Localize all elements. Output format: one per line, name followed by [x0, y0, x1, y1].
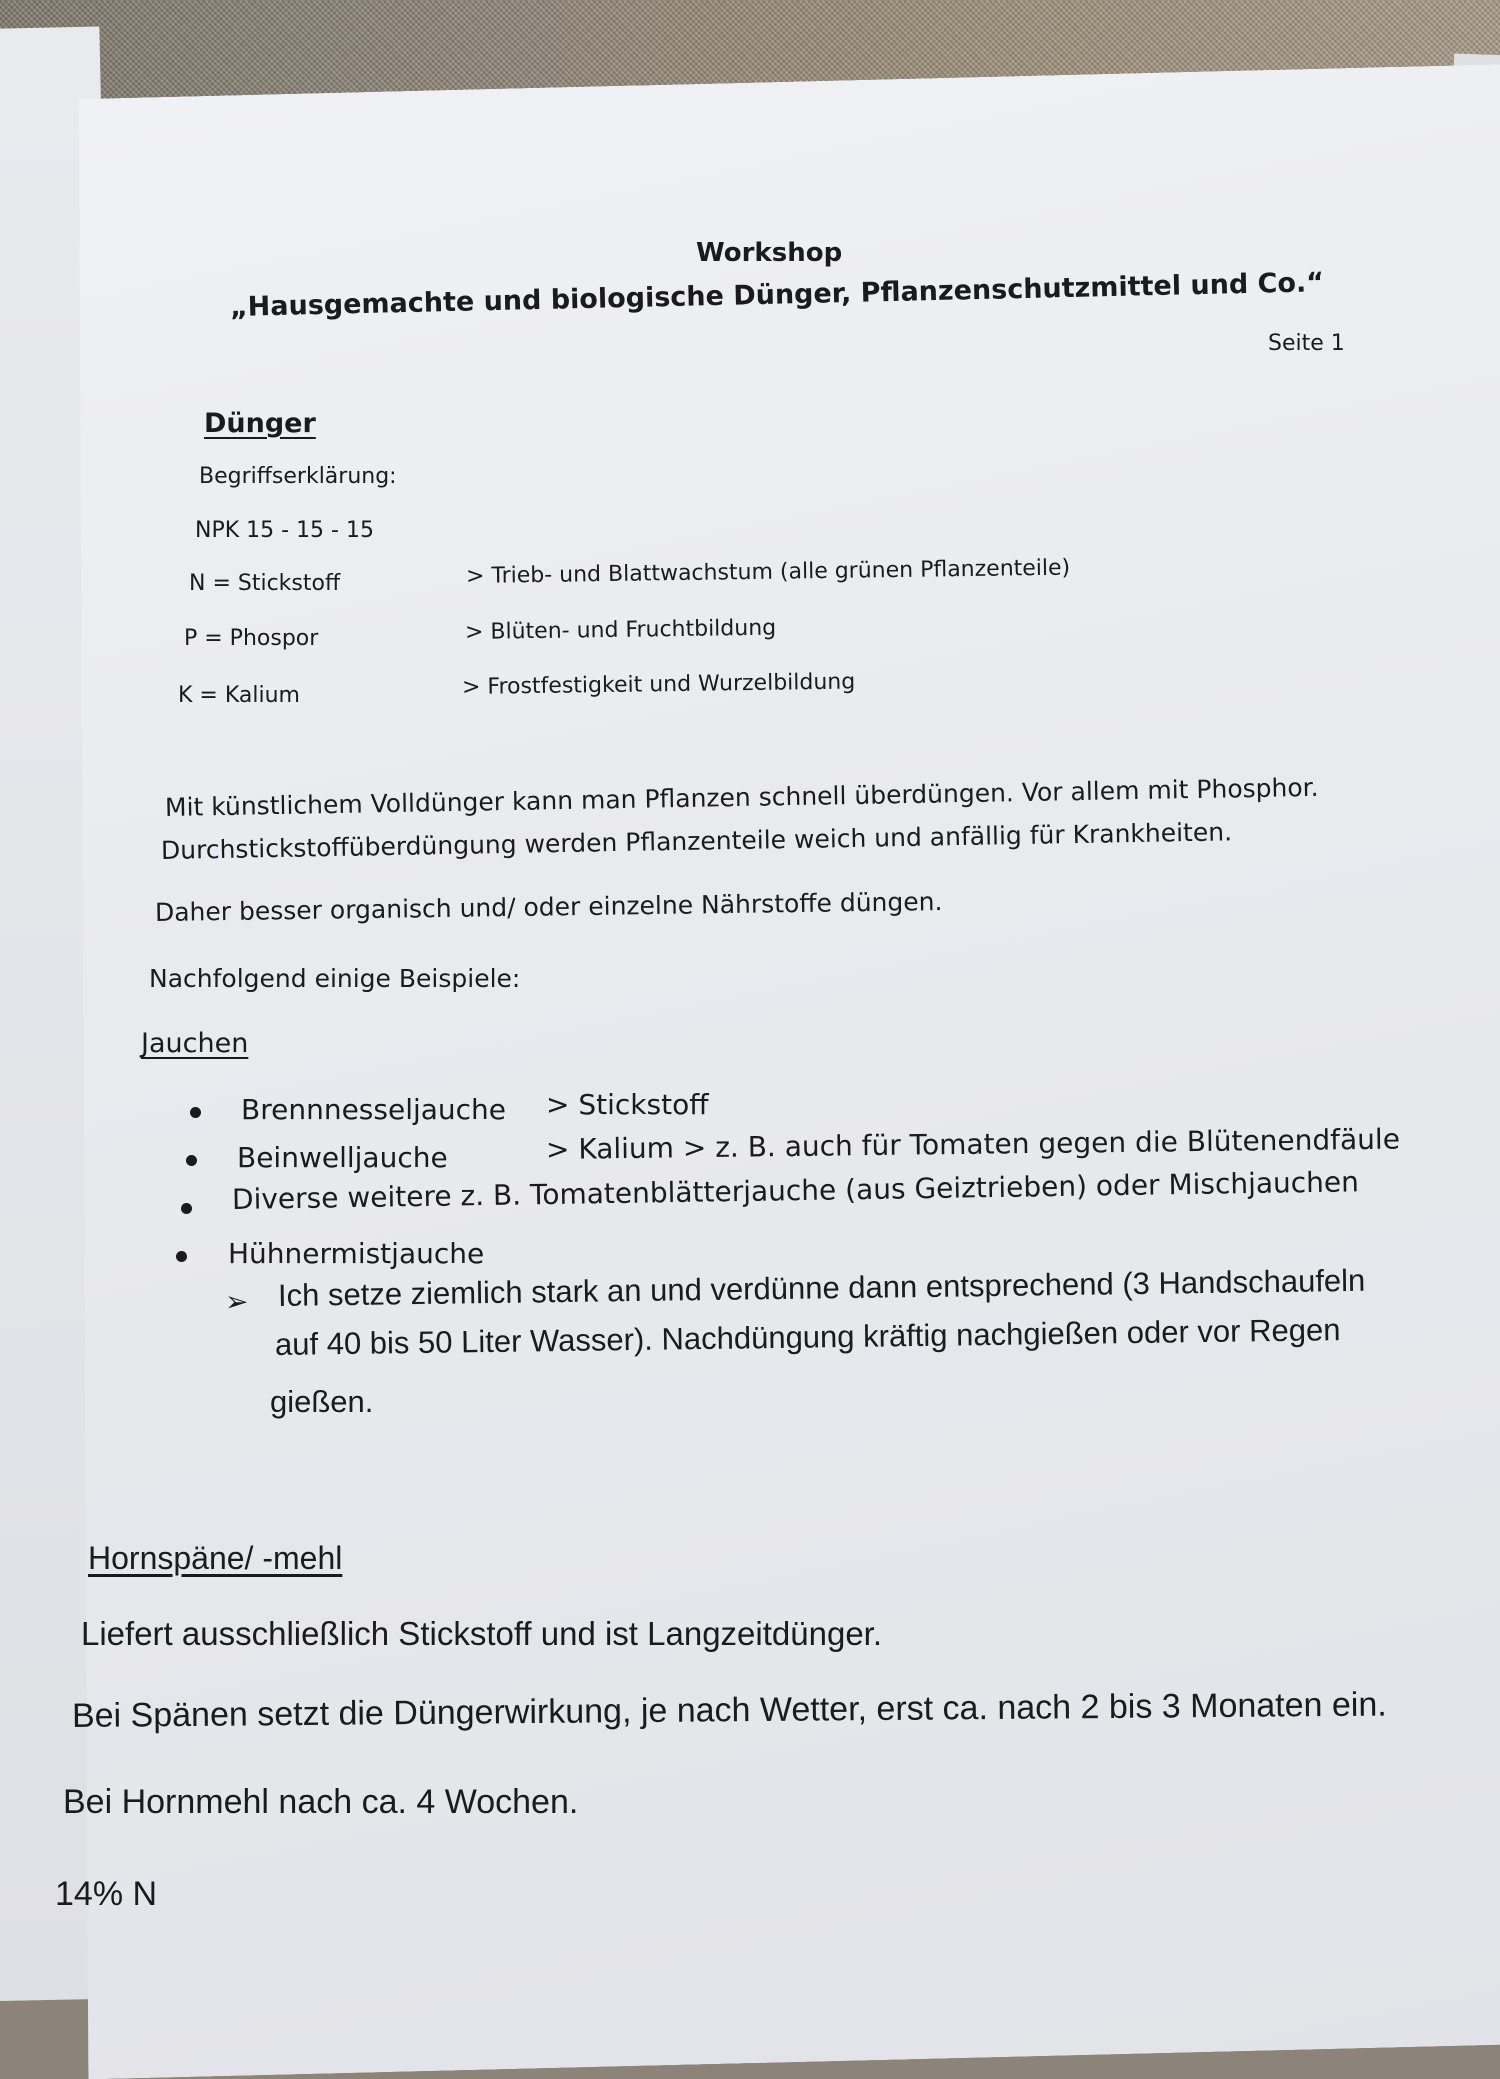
paragraph-overfertilize-line2: Durchstickstoffüberdüngung werden Pflanzenteile weich und anfällig für Krankheiten. — [160, 817, 1233, 865]
arrow-bullet-icon: ➢ — [225, 1285, 249, 1318]
jauche-item-note-1: > Stickstoff — [546, 1088, 709, 1121]
nutrient-effect-n: > Trieb- und Blattwachstum (alle grünen Pflanzenteile) — [465, 555, 1071, 589]
bullet-icon — [186, 1155, 197, 1166]
paragraph-examples: Nachfolgend einige Beispiele: — [149, 964, 521, 993]
jauche-subitem-line3: gießen. — [270, 1384, 374, 1419]
nutrient-term-n: N = Stickstoff — [189, 571, 341, 596]
section-heading-hornspaene: Hornspäne/ -mehl — [88, 1540, 343, 1576]
nutrient-effect-k: > Frostfestigkeit und Wurzelbildung — [461, 669, 856, 700]
jauche-item-name-2: Beinwelljauche — [237, 1141, 448, 1174]
definition-label: Begriffserklärung: — [199, 464, 397, 489]
paper-sheet — [40, 62, 1500, 2079]
paragraph-organic: Daher besser organisch und/ oder einzelne Nährstoffe düngen. — [154, 887, 943, 927]
bullet-icon — [176, 1251, 187, 1262]
nutrient-effect-p: > Blüten- und Fruchtbildung — [464, 615, 777, 645]
jauche-item-name-1: Brennnesseljauche — [241, 1093, 507, 1126]
paragraph-overfertilize-line1: Mit künstlichem Volldünger kann man Pflanzen schnell überdüngen. Vor allem mit Phosphor. — [164, 772, 1319, 822]
horn-line-1: Liefert ausschließlich Stickstoff und ist Langzeitdünger. — [81, 1615, 883, 1652]
bullet-icon — [190, 1107, 201, 1118]
horn-line-2: Bei Spänen setzt die Düngerwirkung, je nach Wetter, erst ca. nach 2 bis 3 Monaten ein. — [71, 1685, 1387, 1735]
horn-line-3: Bei Hornmehl nach ca. 4 Wochen. — [63, 1783, 579, 1821]
jauche-item-name-4: Hühnermistjauche — [228, 1237, 485, 1270]
document-subtitle: „Hausgemachte und biologische Dünger, Pflanzenschutzmittel und Co.“ — [229, 267, 1325, 323]
document-title: Workshop — [696, 238, 843, 268]
jauche-subitem-line1: Ich setze ziemlich stark an und verdünne dann entsprechend (3 Handschaufeln — [277, 1262, 1366, 1313]
jauche-item-note-2: > Kalium > z. B. auch für Tomaten gegen die Blütenendfäule — [545, 1122, 1401, 1166]
npk-ratio: NPK 15 - 15 - 15 — [195, 518, 374, 543]
nutrient-term-p: P = Phospor — [184, 626, 319, 651]
bullet-icon — [181, 1203, 192, 1214]
section-heading-jauchen: Jauchen — [141, 1028, 249, 1059]
jauche-subitem-line2: auf 40 bis 50 Liter Wasser). Nachdüngung kräftig nachgießen oder vor Regen — [274, 1312, 1341, 1362]
horn-line-4: 14% N — [55, 1875, 158, 1913]
section-heading-duenger: Dünger — [204, 408, 316, 439]
nutrient-term-k: K = Kalium — [178, 683, 300, 708]
jauche-item-name-3: Diverse weitere z. B. Tomatenblätterjauche (aus Geiztrieben) oder Mischjauchen — [231, 1165, 1360, 1216]
page-number: Seite 1 — [1268, 331, 1345, 356]
